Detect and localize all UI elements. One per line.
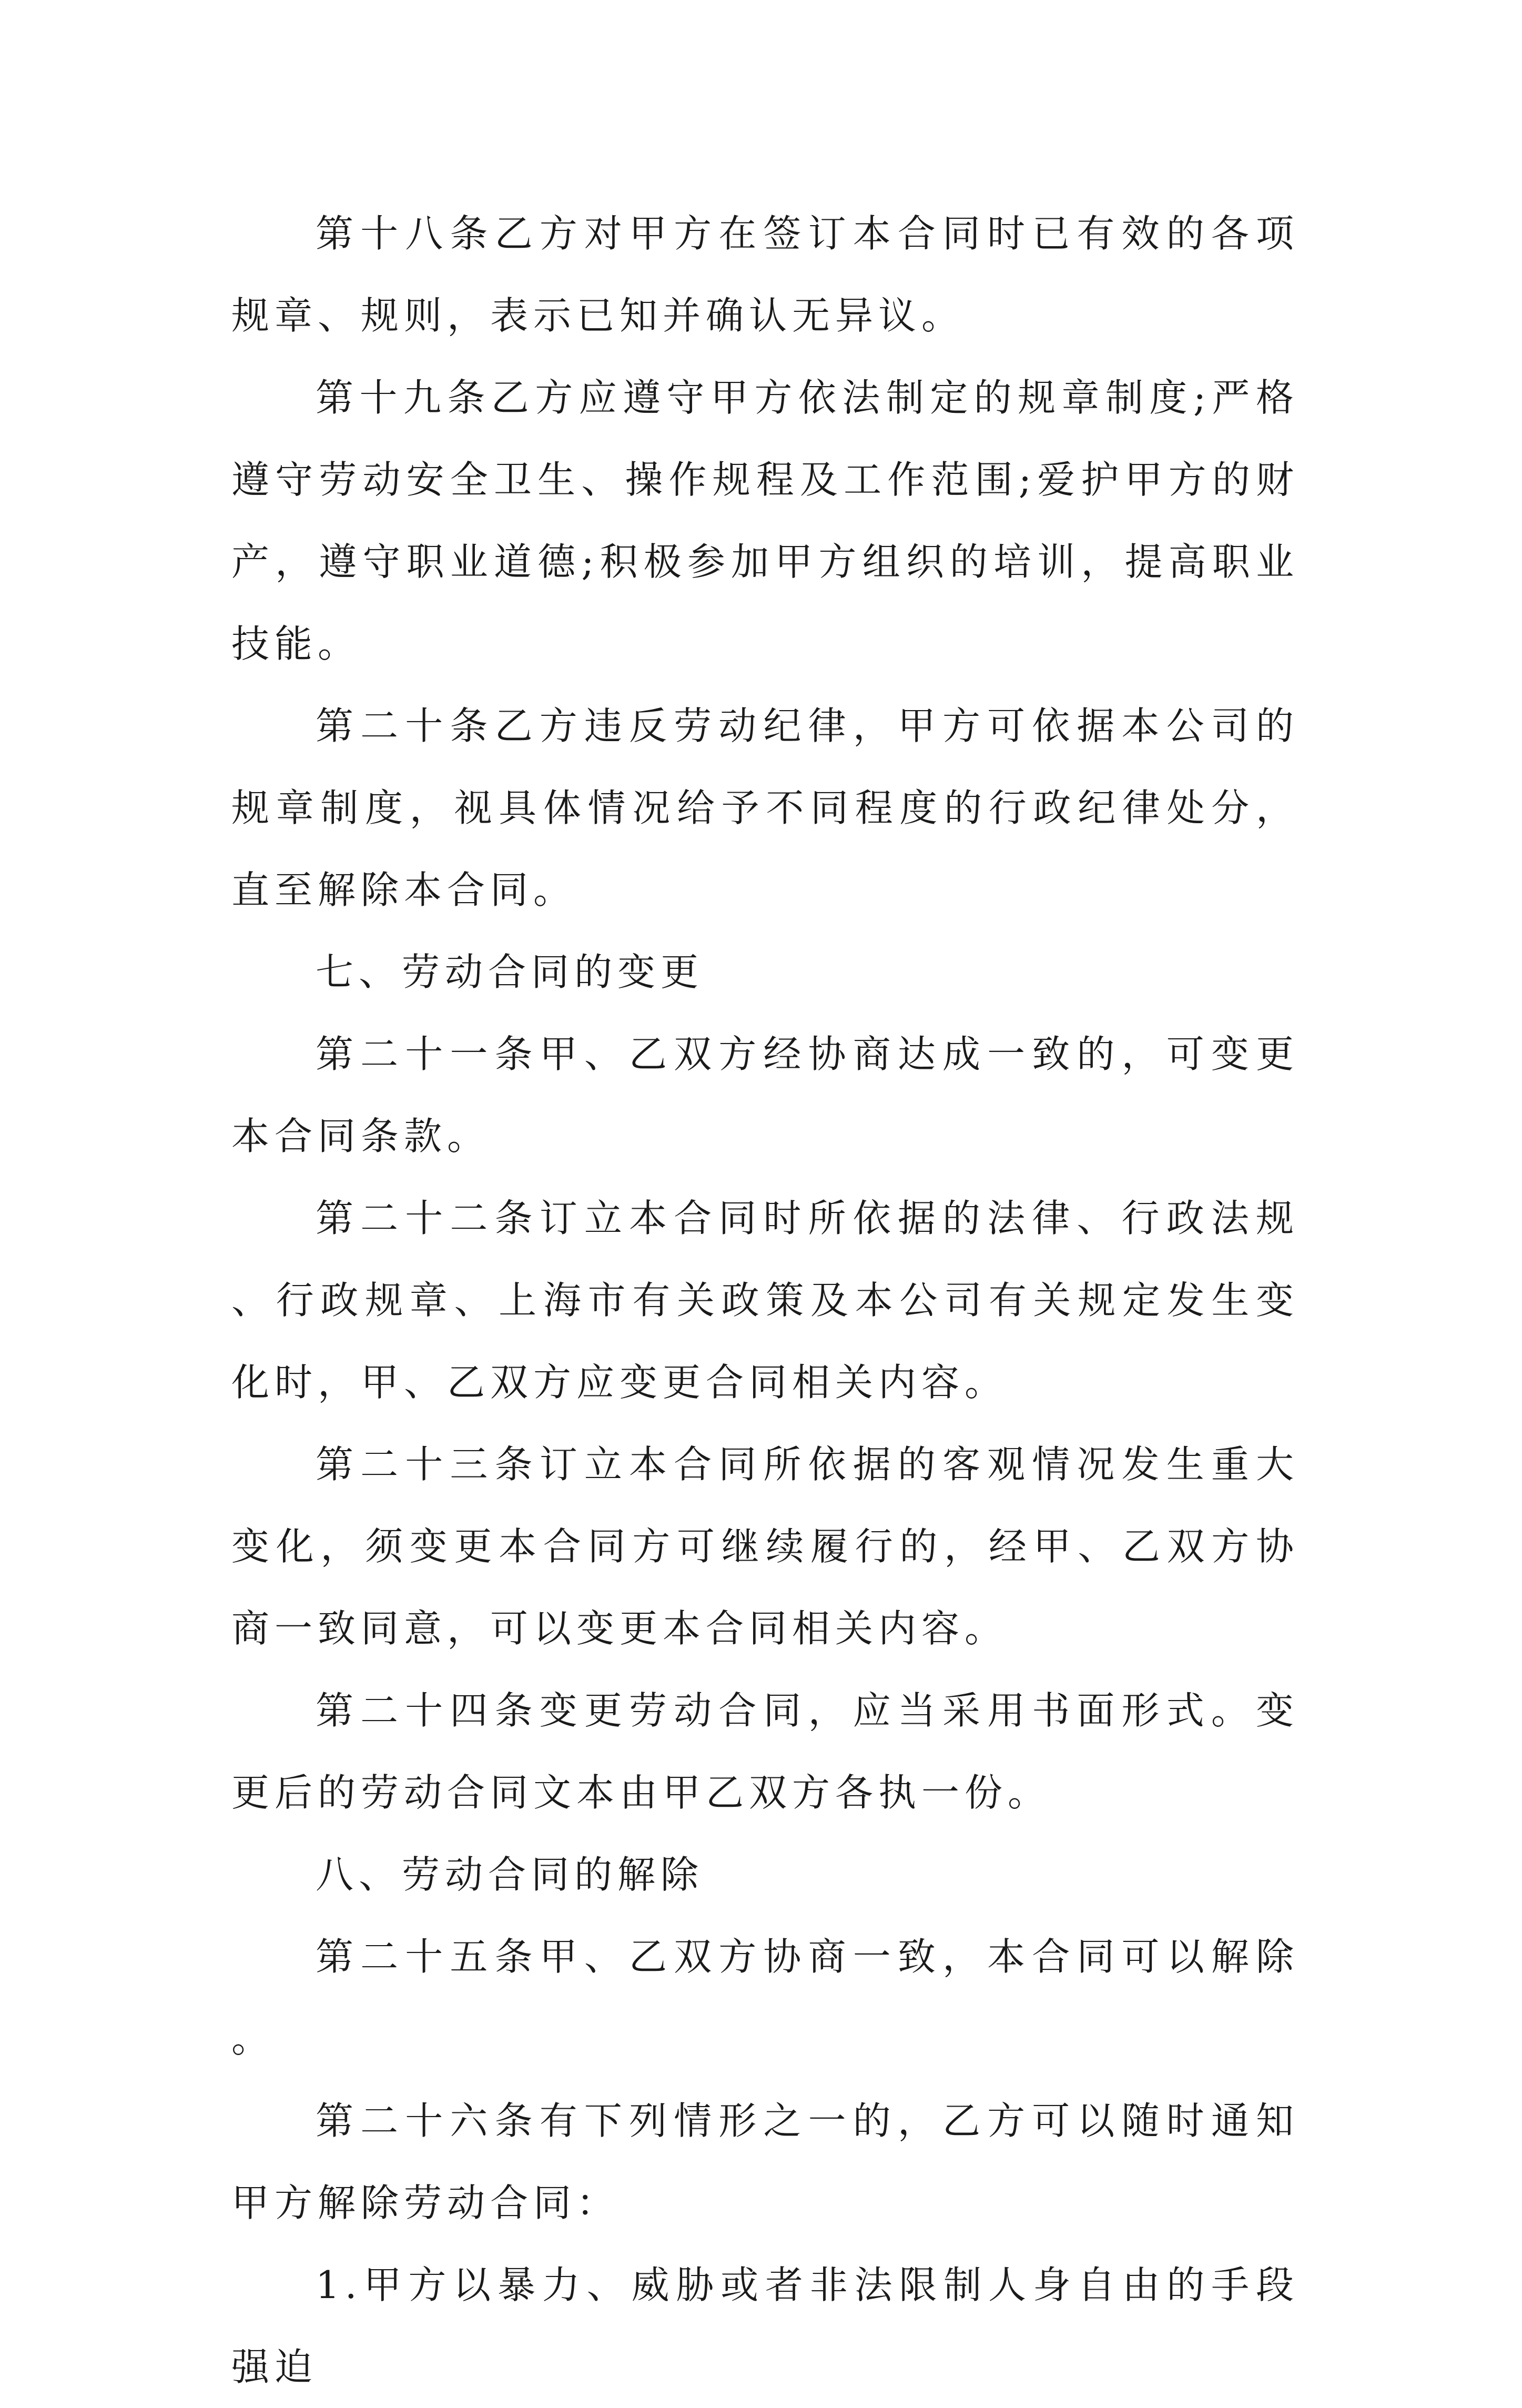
section-8-heading: 八、劳动合同的解除 bbox=[316, 1853, 704, 1897]
article-23-paragraph: 第二十三条订立本合同所依据的客观情况发生重大变化，须变更本合同方可继续履行的，经甲、乙双方协商一致同意，可以变更本合同相关内容。 bbox=[231, 1442, 1299, 1651]
article-24-paragraph: 第二十四条变更劳动合同，应当采用书面形式。变更后的劳动合同文本由甲乙双方各执一份。 bbox=[231, 1688, 1299, 1815]
article-26-paragraph: 第二十六条有下列情形之一的，乙方可以随时通知甲方解除劳动合同： bbox=[231, 2099, 1299, 2225]
article-22-paragraph: 第二十二条订立本合同时所依据的法律、行政法规、行政规章、上海市有关政策及本公司有关规定发生变化时，甲、乙双方应变更合同相关内容。 bbox=[231, 1196, 1299, 1404]
section-7-heading: 七、劳动合同的变更 bbox=[316, 950, 704, 994]
article-26-item-1: 1.甲方以暴力、威胁或者非法限制人身自由的手段强迫 bbox=[231, 2263, 1299, 2389]
article-25-paragraph: 第二十五条甲、乙双方协商一致，本合同可以解除。 bbox=[231, 1935, 1299, 2061]
document-body bbox=[231, 193, 1299, 2408]
article-19-paragraph: 第十九条乙方应遵守甲方依法制定的规章制度;严格遵守劳动安全卫生、操作规程及工作范围;爱护甲方的财产，遵守职业道德;积极参加甲方组织的培训，提高职业技能。 bbox=[231, 376, 1299, 666]
article-20-paragraph: 第二十条乙方违反劳动纪律，甲方可依据本公司的规章制度，视具体情况给予不同程度的行政纪律处分，直至解除本合同。 bbox=[231, 704, 1299, 912]
article-21-paragraph: 第二十一条甲、乙双方经协商达成一致的，可变更本合同条款。 bbox=[231, 1032, 1299, 1158]
article-18-paragraph: 第十八条乙方对甲方在签订本合同时已有效的各项规章、规则，表示已知并确认无异议。 bbox=[231, 211, 1299, 338]
